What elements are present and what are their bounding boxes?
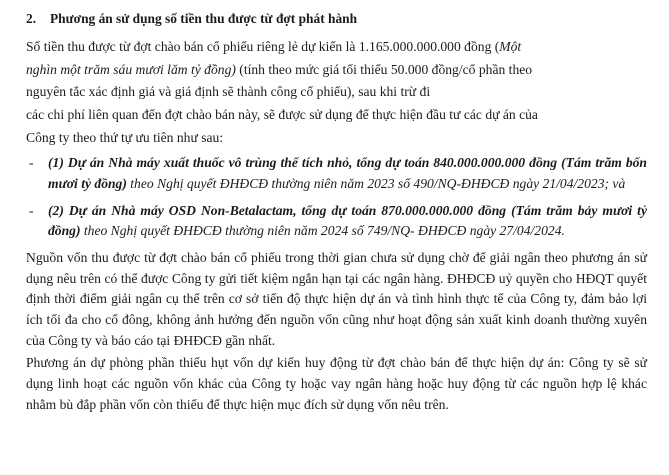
project-1-resolution: theo Nghị quyết ĐHĐCĐ thường niên năm 2023 số xyxy=(126,176,411,192)
bullet-marker: - xyxy=(29,202,34,218)
project-1-name-amount: (1) Dự án Nhà máy xuất thuốc vô trùng thể tích nhỏ, tổng dự toán 840.000.000.000 xyxy=(48,155,526,171)
project-2-resolution: theo Nghị quyết ĐHĐCĐ thường niên năm 2024 số 749/NQ- xyxy=(80,223,415,239)
list-item-text xyxy=(48,201,647,242)
paragraph-capital-usage: Nguồn vốn thu được từ đợt chào bán cổ phiếu trong thời gian chưa sử dụng chờ để giải ngân theo phương án sử dụng nêu trên có thể được Công ty gửi tiết kiệm ngắn hạn tại các ngân hàng. ĐHĐCĐ uỷ quyền cho HĐQT quyết định thời điểm giải ngân cụ thể trên cơ sở tiến độ thực hiện dự án và tình hình thực tế của Công ty, đảm bảo lợi ích tối đa cho cổ đông, không ảnh hưởng đến nguồn vốn cũng như hoạt động sản xuất kinh doanh thường xuyên của Công ty và báo cáo tại ĐHĐCĐ gần nhất. xyxy=(26,250,647,348)
intro-text xyxy=(26,37,647,58)
intro-text-3: nguyên tắc xác định giá và giá định sẽ thành công cổ phiếu), sau khi trừ đi xyxy=(26,84,431,100)
intro-paragraph xyxy=(26,37,647,148)
list-item xyxy=(26,201,647,242)
intro-line1-italic: Một xyxy=(499,39,522,55)
project-2-resolution-2: ĐHĐCĐ ngày 27/04/2024. xyxy=(418,223,565,239)
project-1-resolution-2: 490/NQ-ĐHĐCĐ ngày 21/04/2023; và xyxy=(413,176,626,192)
intro-text-2 xyxy=(26,60,647,81)
intro-line2: (tính theo mức giá tối thiểu 50.000 đồng/cổ phần theo xyxy=(235,61,533,77)
intro-text-4: các chi phí liên quan đến đợt chào bán này, sẽ được sử dụng để thực hiện đầu tư các dự án của xyxy=(26,107,538,123)
paragraph-backup-plan: Phương án dự phòng phần thiếu hụt vốn dự kiến huy động từ đợt chào bán để thực hiện dự án: Công ty sẽ sử dụng linh hoạt các nguồn vốn khác của Công ty hoặc vay ngân hàng hoặc huy động từ các nguồn hợp lệ khác nhằm bù đắp phần vốn còn thiếu để thực hiện mục đích sử dụng vốn nêu trên. xyxy=(26,355,647,412)
section-number: 2. xyxy=(26,11,37,26)
intro-line2-italic: nghìn một trăm sáu mươi lăm tỷ đồng) xyxy=(26,61,236,77)
section-title: Phương án sử dụng số tiền thu được từ đợt phát hành xyxy=(50,11,358,26)
project-2-name-amount: (2) Dự án Nhà máy OSD Non-Betalactam, tổng dự toán 870.000.000.000 đồng (Tám xyxy=(48,202,542,218)
project-2-amount-words: trăm bảy mươi tỷ đồng) xyxy=(48,202,647,239)
list-item-text xyxy=(48,153,647,194)
section-heading xyxy=(26,10,647,28)
project-list xyxy=(26,153,647,242)
bullet-marker: - xyxy=(29,155,34,171)
list-item xyxy=(26,153,647,194)
intro-text-5: Công ty theo thứ tự ưu tiên như sau: xyxy=(26,129,224,145)
project-1-amount-words: đồng (Tám trăm bốn mươi tỷ đồng) xyxy=(48,155,647,192)
intro-line1: Số tiền thu được từ đợt chào bán cổ phiếu riêng lẻ dự kiến là 1.165.000.000.000 đồng ( xyxy=(26,39,500,55)
